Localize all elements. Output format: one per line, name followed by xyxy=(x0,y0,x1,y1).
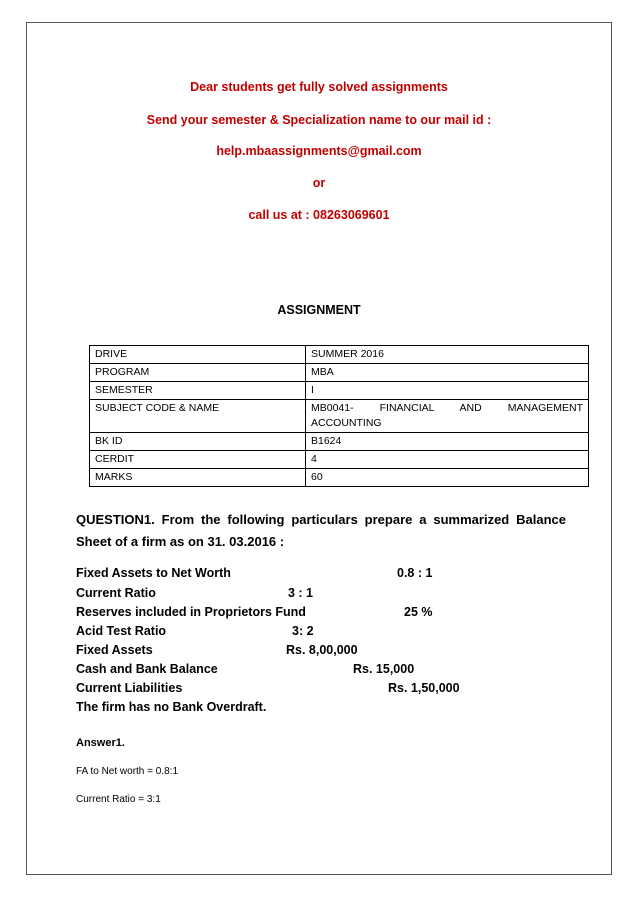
answer-line-2: Current Ratio = 3:1 xyxy=(76,794,161,805)
table-key: MARKS xyxy=(90,469,306,487)
table-row xyxy=(90,382,589,400)
table-key: DRIVE xyxy=(90,346,306,364)
table-row xyxy=(90,469,589,487)
table-key: CERDIT xyxy=(90,451,306,469)
table-key: PROGRAM xyxy=(90,364,306,382)
assignment-info-table xyxy=(89,345,589,487)
promo-call: call us at : 08263069601 xyxy=(248,208,390,222)
particular-value: 25 % xyxy=(404,605,433,619)
table-row xyxy=(90,433,589,451)
question-line-1: QUESTION1. From the following particulars prepare a summarized Balance xyxy=(76,512,566,527)
table-row xyxy=(90,451,589,469)
particular-value: 3: 2 xyxy=(292,624,314,638)
table-row xyxy=(90,400,589,433)
particular-label: Reserves included in Proprietors Fund xyxy=(76,605,306,619)
promo-line-2: Send your semester & Specialization name to our mail id : xyxy=(146,113,492,127)
table-row xyxy=(90,364,589,382)
answer-line-1: FA to Net worth = 0.8:1 xyxy=(76,766,179,777)
promo-line-1: Dear students get fully solved assignments xyxy=(190,80,448,94)
table-value: I xyxy=(306,382,589,400)
particular-value: 3 : 1 xyxy=(288,586,314,600)
particular-label: Current Ratio xyxy=(76,586,156,600)
table-value: MBA xyxy=(306,364,589,382)
promo-email: help.mbaassignments@gmail.com xyxy=(216,144,422,158)
table-value: 4 xyxy=(306,451,589,469)
bank-overdraft-note: The firm has no Bank Overdraft. xyxy=(76,700,267,714)
table-key: SUBJECT CODE & NAME xyxy=(90,400,306,433)
particular-value: Rs. 8,00,000 xyxy=(286,643,358,657)
particular-label: Current Liabilities xyxy=(76,681,183,695)
question-line-2: Sheet of a firm as on 31. 03.2016 : xyxy=(76,534,285,549)
table-value: B1624 xyxy=(306,433,589,451)
promo-or: or xyxy=(312,176,326,190)
particular-value: 0.8 : 1 xyxy=(397,566,433,580)
particular-label: Fixed Assets to Net Worth xyxy=(76,566,231,580)
table-row xyxy=(90,346,589,364)
table-value: MB0041- FINANCIAL AND MANAGEMENT ACCOUNTING xyxy=(306,400,589,433)
table-key: BK ID xyxy=(90,433,306,451)
assignment-title: ASSIGNMENT xyxy=(277,303,361,317)
particular-label: Acid Test Ratio xyxy=(76,624,167,638)
answer-title: Answer1. xyxy=(76,737,125,749)
table-value: SUMMER 2016 xyxy=(306,346,589,364)
table-value: 60 xyxy=(306,469,589,487)
particular-value: Rs. 1,50,000 xyxy=(388,681,460,695)
table-key: SEMESTER xyxy=(90,382,306,400)
particular-label: Cash and Bank Balance xyxy=(76,662,218,676)
particular-label: Fixed Assets xyxy=(76,643,153,657)
particular-value: Rs. 15,000 xyxy=(353,662,415,676)
